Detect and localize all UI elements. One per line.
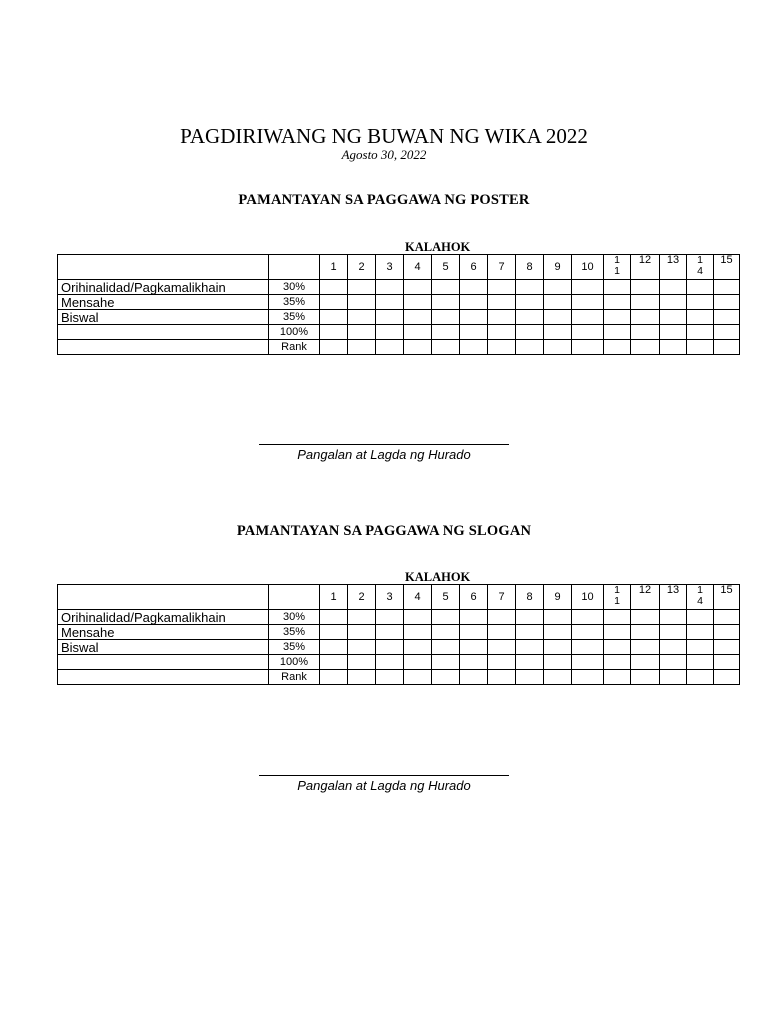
score-cell[interactable] [660,325,687,340]
slogan-section-title: PAMANTAYAN SA PAGGAWA NG SLOGAN [236,523,532,539]
score-cell[interactable] [631,340,660,355]
participant-column-header: 12 [631,255,660,280]
poster-participants-label: KALAHOK [405,240,471,254]
score-cell[interactable] [460,340,488,355]
score-cell[interactable] [348,325,376,340]
score-cell[interactable] [376,640,404,655]
criteria-row [58,670,740,685]
header-blank-cell [269,255,320,280]
score-cell[interactable] [714,640,740,655]
score-cell[interactable] [488,340,516,355]
score-cell[interactable] [660,625,687,640]
score-cell[interactable] [516,310,544,325]
participant-column-header: 13 [660,255,687,280]
participant-column-header: 10 [572,255,604,280]
score-cell[interactable] [604,670,631,685]
criteria-weight: 35% [269,310,320,325]
score-cell[interactable] [660,610,687,625]
criteria-name [58,325,269,340]
score-cell[interactable] [320,310,348,325]
score-cell[interactable] [460,325,488,340]
criteria-weight: 30% [269,280,320,295]
score-cell[interactable] [320,325,348,340]
criteria-row [58,655,740,670]
table-header-row [58,255,740,280]
criteria-weight: 100% [269,655,320,670]
participant-column-header: 8 [516,255,544,280]
score-cell[interactable] [687,325,714,340]
score-cell[interactable] [687,310,714,325]
participant-column-header: 13 [660,585,687,610]
score-cell[interactable] [348,295,376,310]
score-cell[interactable] [714,340,740,355]
score-cell[interactable] [572,295,604,310]
score-cell[interactable] [687,280,714,295]
score-cell[interactable] [376,670,404,685]
score-cell[interactable] [604,640,631,655]
score-cell[interactable] [660,655,687,670]
score-cell[interactable] [320,295,348,310]
score-cell[interactable] [572,655,604,670]
participant-column-header: 1 1 [604,585,631,610]
score-cell[interactable] [516,280,544,295]
score-cell[interactable] [687,610,714,625]
score-cell[interactable] [404,625,432,640]
score-cell[interactable] [348,280,376,295]
score-cell[interactable] [572,670,604,685]
score-cell[interactable] [572,325,604,340]
score-cell[interactable] [376,655,404,670]
score-cell[interactable] [432,625,460,640]
score-cell[interactable] [404,640,432,655]
score-cell[interactable] [544,340,572,355]
score-cell[interactable] [404,670,432,685]
participant-column-header: 6 [460,255,488,280]
participant-column-header: 9 [544,585,572,610]
criteria-name: Biswal [58,310,269,325]
criteria-name: Mensahe [58,295,269,310]
poster-signature-label: Pangalan at Lagda ng Hurado [297,447,471,462]
score-cell[interactable] [660,670,687,685]
score-cell[interactable] [348,655,376,670]
score-cell[interactable] [404,655,432,670]
criteria-weight: Rank [269,670,320,685]
score-cell[interactable] [376,625,404,640]
score-cell[interactable] [404,310,432,325]
score-cell[interactable] [544,280,572,295]
score-cell[interactable] [320,340,348,355]
participant-column-header: 1 [320,585,348,610]
score-cell[interactable] [404,610,432,625]
score-cell[interactable] [460,295,488,310]
score-cell[interactable] [714,295,740,310]
score-cell[interactable] [604,295,631,310]
score-cell[interactable] [488,625,516,640]
criteria-weight: 30% [269,610,320,625]
score-cell[interactable] [572,280,604,295]
score-cell[interactable] [516,325,544,340]
score-cell[interactable] [376,310,404,325]
participant-column-header: 6 [460,585,488,610]
criteria-weight: 35% [269,625,320,640]
slogan-signature-label: Pangalan at Lagda ng Hurado [297,778,471,793]
score-cell[interactable] [604,625,631,640]
score-cell[interactable] [516,295,544,310]
criteria-name [58,670,269,685]
score-cell[interactable] [432,325,460,340]
participant-column-header: 1 [320,255,348,280]
score-cell[interactable] [488,670,516,685]
criteria-row [58,640,740,655]
event-date: Agosto 30, 2022 [341,147,427,162]
score-cell[interactable] [320,610,348,625]
criteria-name: Orihinalidad/Pagkamalikhain [58,610,269,625]
participant-column-header: 2 [348,585,376,610]
score-cell[interactable] [604,340,631,355]
score-cell[interactable] [376,295,404,310]
score-cell[interactable] [544,625,572,640]
participant-column-header: 7 [488,585,516,610]
score-cell[interactable] [687,340,714,355]
criteria-name: Mensahe [58,625,269,640]
score-cell[interactable] [544,610,572,625]
score-cell[interactable] [660,340,687,355]
slogan-participants-label: KALAHOK [405,570,471,584]
score-cell[interactable] [460,610,488,625]
score-cell[interactable] [604,325,631,340]
score-cell[interactable] [572,625,604,640]
criteria-row [58,340,740,355]
score-cell[interactable] [320,625,348,640]
criteria-name [58,340,269,355]
participant-column-header: 4 [404,255,432,280]
score-cell[interactable] [714,625,740,640]
score-cell[interactable] [460,625,488,640]
score-cell[interactable] [544,640,572,655]
criteria-row [58,310,740,325]
score-cell[interactable] [404,280,432,295]
participant-column-header: 1 4 [687,255,714,280]
score-cell[interactable] [631,310,660,325]
score-cell[interactable] [348,640,376,655]
score-cell[interactable] [687,655,714,670]
score-cell[interactable] [404,295,432,310]
score-cell[interactable] [572,310,604,325]
participant-column-header: 10 [572,585,604,610]
participant-column-header: 9 [544,255,572,280]
participant-column-header: 1 1 [604,255,631,280]
score-cell[interactable] [460,655,488,670]
score-cell[interactable] [714,310,740,325]
score-cell[interactable] [488,310,516,325]
score-cell[interactable] [376,280,404,295]
criteria-name: Orihinalidad/Pagkamalikhain [58,280,269,295]
participant-column-header: 2 [348,255,376,280]
score-cell[interactable] [516,625,544,640]
participant-column-header: 1 4 [687,585,714,610]
score-cell[interactable] [516,340,544,355]
score-cell[interactable] [320,640,348,655]
score-cell[interactable] [348,340,376,355]
score-cell[interactable] [432,610,460,625]
criteria-weight: Rank [269,340,320,355]
score-cell[interactable] [460,670,488,685]
score-cell[interactable] [348,670,376,685]
poster-rubric-table [57,254,740,355]
criteria-row [58,610,740,625]
score-cell[interactable] [404,325,432,340]
score-cell[interactable] [631,325,660,340]
score-cell[interactable] [604,610,631,625]
participant-column-header: 15 [714,585,740,610]
score-cell[interactable] [488,325,516,340]
participant-column-header: 5 [432,585,460,610]
criteria-row [58,625,740,640]
score-cell[interactable] [348,610,376,625]
poster-signature-line [259,444,509,445]
participant-column-header: 4 [404,585,432,610]
page-title: PAGDIRIWANG NG BUWAN NG WIKA 2022 [180,124,588,148]
score-cell[interactable] [631,640,660,655]
score-cell[interactable] [660,640,687,655]
score-cell[interactable] [320,280,348,295]
criteria-name: Biswal [58,640,269,655]
score-cell[interactable] [687,295,714,310]
participant-column-header: 8 [516,585,544,610]
score-cell[interactable] [348,625,376,640]
score-cell[interactable] [660,280,687,295]
score-cell[interactable] [631,625,660,640]
score-cell[interactable] [432,655,460,670]
participant-column-header: 12 [631,585,660,610]
participant-column-header: 3 [376,255,404,280]
score-cell[interactable] [516,655,544,670]
score-cell[interactable] [572,340,604,355]
score-cell[interactable] [432,670,460,685]
score-cell[interactable] [604,655,631,670]
score-cell[interactable] [516,640,544,655]
score-cell[interactable] [604,310,631,325]
table-header-row [58,585,740,610]
score-cell[interactable] [714,610,740,625]
participant-column-header: 3 [376,585,404,610]
score-cell[interactable] [376,610,404,625]
score-cell[interactable] [714,670,740,685]
score-cell[interactable] [631,610,660,625]
score-cell[interactable] [572,610,604,625]
score-cell[interactable] [660,310,687,325]
score-cell[interactable] [432,310,460,325]
score-cell[interactable] [376,325,404,340]
score-cell[interactable] [488,280,516,295]
score-cell[interactable] [432,295,460,310]
score-cell[interactable] [714,325,740,340]
score-cell[interactable] [432,280,460,295]
score-cell[interactable] [631,670,660,685]
score-cell[interactable] [460,310,488,325]
criteria-weight: 35% [269,295,320,310]
score-cell[interactable] [348,310,376,325]
criteria-name [58,655,269,670]
score-cell[interactable] [432,640,460,655]
score-cell[interactable] [544,295,572,310]
participant-column-header: 7 [488,255,516,280]
score-cell[interactable] [687,640,714,655]
score-cell[interactable] [604,280,631,295]
score-cell[interactable] [714,655,740,670]
slogan-rubric-table [57,584,740,685]
score-cell[interactable] [544,655,572,670]
score-cell[interactable] [320,670,348,685]
score-cell[interactable] [687,670,714,685]
score-cell[interactable] [516,610,544,625]
score-cell[interactable] [376,340,404,355]
score-cell[interactable] [460,280,488,295]
score-cell[interactable] [687,625,714,640]
score-cell[interactable] [488,640,516,655]
score-cell[interactable] [404,340,432,355]
header-blank-cell [269,585,320,610]
participant-column-header: 15 [714,255,740,280]
score-cell[interactable] [516,670,544,685]
score-cell[interactable] [631,295,660,310]
poster-section-title: PAMANTAYAN SA PAGGAWA NG POSTER [238,192,530,208]
criteria-row [58,280,740,295]
score-cell[interactable] [460,640,488,655]
score-cell[interactable] [544,310,572,325]
slogan-signature-line [259,775,509,776]
score-cell[interactable] [432,340,460,355]
criteria-row [58,295,740,310]
score-cell[interactable] [572,640,604,655]
criteria-weight: 35% [269,640,320,655]
score-cell[interactable] [488,610,516,625]
score-cell[interactable] [488,655,516,670]
score-cell[interactable] [320,655,348,670]
score-cell[interactable] [544,670,572,685]
score-cell[interactable] [544,325,572,340]
score-cell[interactable] [714,280,740,295]
criteria-row [58,325,740,340]
header-blank-cell [58,585,269,610]
criteria-weight: 100% [269,325,320,340]
score-cell[interactable] [631,280,660,295]
participant-column-header: 5 [432,255,460,280]
score-cell[interactable] [631,655,660,670]
score-cell[interactable] [488,295,516,310]
score-cell[interactable] [660,295,687,310]
header-blank-cell [58,255,269,280]
